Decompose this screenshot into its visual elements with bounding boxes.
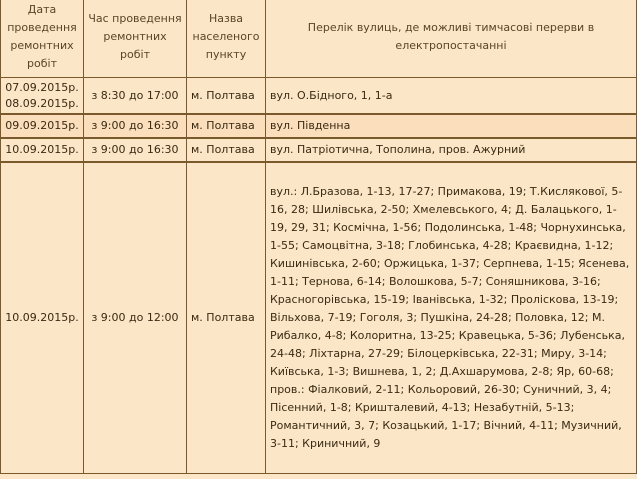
row-streets: вул. Південна — [266, 114, 637, 138]
row-date: 10.09.2015р. — [1, 162, 84, 474]
row-time: з 9:00 до 12:00 — [84, 162, 187, 474]
row-place: м. Полтава — [187, 138, 266, 162]
row-time: з 8:30 до 17:00 — [84, 78, 187, 115]
row-date: 10.09.2015р. — [1, 138, 84, 162]
table-row — [1, 114, 637, 138]
row-date — [1, 78, 84, 115]
table-row — [1, 138, 637, 162]
row-date: 09.09.2015р. — [1, 114, 84, 138]
header-time: Час проведення ремонтних робіт — [84, 0, 187, 78]
row-time: з 9:00 до 16:30 — [84, 114, 187, 138]
row-place: м. Полтава — [187, 78, 266, 115]
table-row — [1, 78, 637, 115]
header-place: Назва населеного пункту — [187, 0, 266, 78]
row-streets: вул.: Л.Бразова, 1-13, 17-27; Примакова, 19; Т.Кислякової, 5-16, 28; Шилівська, 2-50; Хмелевського, 4; Д. Балацького, 1-19, 29, 31; Космічна, 1-56; Подолинська, 1-48; Чорнухинська, 1-55; Самоцвітна, 3-18; Глобинська, 4-28; Краєвидна, 1-12; Кишинівська, 2-60; Оржицька, 1-37; Серпнева, 1-15; Ясенева, 1-11; Тернова, 6-14; Волошкова, 5-7; Соняшникова, 3-16; Красногорівська, 15-19; Іванівська, 1-32; Пролiскова, 13-19; Вільхова, 7-19; Гоголя, 3; Пушкіна, 24-28; Половка, 12; М. Рибалко, 4-8; Колоритна, 13-25; Кравецька, 5-36; Лубенська, 24-48; Ліхтарна, 27-29; Білоцерківська, 22-31; Миру, 3-14; Київська, 1-3; Вишнева, 1, 2; Д.Ахшарумова, 2-8; Яр, 60-68; пров.: Фіалковий, 2-11; Кольоровий, 26-30; Суничний, 3, 4; Пісенний, 1-8; Кришталевий, 4-13; Незабутній, 5-13; Романтичний, 3, 7; Козацький, 1-17; Вічний, 4-11; Музичний, 3-11; Криничний, 9 — [266, 162, 637, 474]
header-date: Дата проведення ремонтних робіт — [1, 0, 84, 78]
row-place: м. Полтава — [187, 114, 266, 138]
header-streets: Перелік вулиць, де можливі тимчасові перерви в електропостачанні — [266, 0, 637, 78]
row-place: м. Полтава — [187, 162, 266, 474]
header-row — [1, 0, 637, 78]
row-streets: вул. Патріотична, Тополина, пров. Ажурний — [266, 138, 637, 162]
row-date-text: 07.09.2015р. 08.09.2015р. — [5, 80, 79, 110]
row-streets: вул. О.Бідного, 1, 1-а — [266, 78, 637, 115]
table-row — [1, 162, 637, 474]
row-time: з 9:00 до 16:30 — [84, 138, 187, 162]
